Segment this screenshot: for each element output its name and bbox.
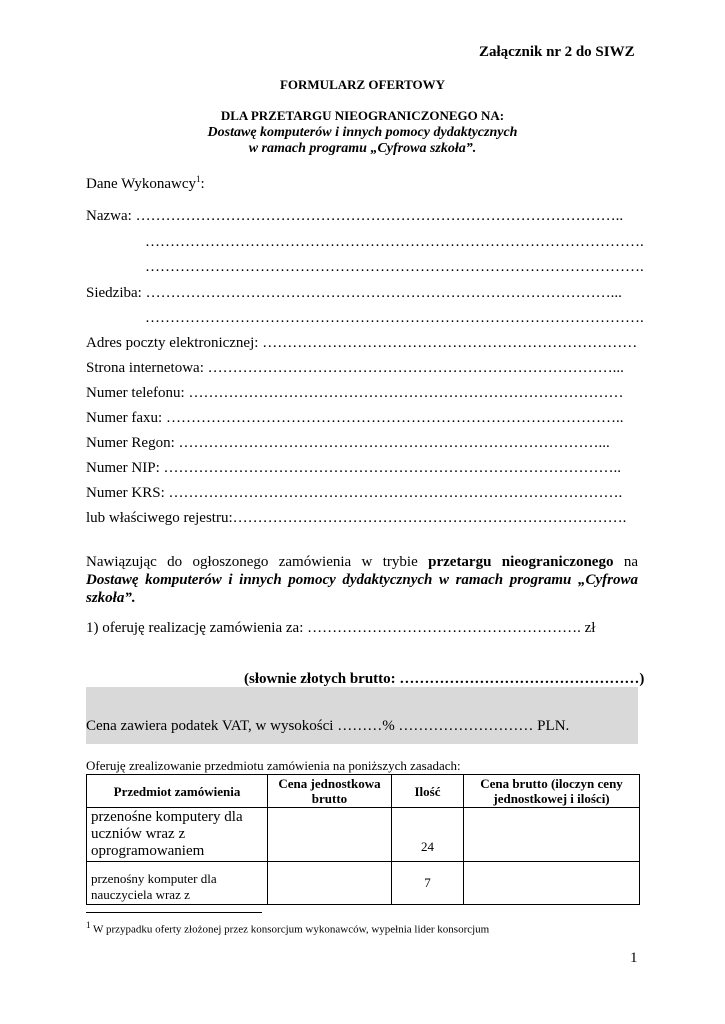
table-caption: Oferuję zrealizowanie przedmiotu zamówienia na poniższych zasadach: <box>86 758 461 773</box>
footnote: $^1$ W przypadku oferty złożonej przez konsorcjum wykonawców, wypełnia lider konsorcjum <box>86 920 490 936</box>
registry-label: lub właściwego rejestru: <box>86 510 233 526</box>
name-dots-line-2[interactable]: ………………………………………………………………………………………. <box>145 234 644 250</box>
table-header-row <box>87 775 640 808</box>
www-dots: ………………………………………………………………………... <box>207 360 624 376</box>
row-unit-price[interactable] <box>268 808 392 862</box>
footnote-ref: 1 <box>196 174 201 184</box>
fax-label: Numer faxu: <box>86 410 163 426</box>
page-number: 1 <box>630 950 638 966</box>
phone-field[interactable] <box>86 385 623 402</box>
row-total[interactable] <box>464 862 640 905</box>
subject-line-2: w ramach programu „Cyfrowa szkoła”. <box>248 141 477 156</box>
nip-label: Numer NIP: <box>86 460 160 476</box>
phone-dots: …………………………………………………………………………… <box>188 385 624 401</box>
header-unit-price: Cena jednostkowa brutto <box>268 775 392 808</box>
nip-field[interactable] <box>86 460 621 477</box>
regon-dots: …………………………………………………………………………... <box>178 435 610 451</box>
www-field[interactable] <box>86 360 624 377</box>
seat-label: Siedziba: <box>86 285 142 301</box>
name-field[interactable] <box>86 208 623 225</box>
row-qty: 24 <box>392 808 464 862</box>
regon-label: Numer Regon: <box>86 435 175 451</box>
email-label: Adres poczty elektronicznej: <box>86 335 259 351</box>
fax-field[interactable] <box>86 410 623 427</box>
subject-line-1: Dostawę komputerów i innych pomocy dydaktycznych <box>207 125 518 140</box>
row-item: przenośne komputery dla uczniów wraz z oprogramowaniem <box>87 808 268 862</box>
attachment-label: Załącznik nr 2 do SIWZ <box>479 44 635 60</box>
fax-dots: ……………………………………………………………………………….. <box>165 410 624 426</box>
vat-box <box>86 687 638 744</box>
krs-field[interactable] <box>86 485 622 502</box>
seat-field[interactable] <box>86 285 622 302</box>
krs-dots: ………………………………………………………………………………. <box>168 485 623 501</box>
krs-label: Numer KRS: <box>86 485 165 501</box>
contractor-heading: Dane Wykonawcy$^1$: <box>86 174 205 192</box>
table-row <box>87 862 640 905</box>
footnote-separator <box>86 912 262 913</box>
name-dots: …………………………………………………………………………………….. <box>135 208 624 224</box>
row-total[interactable] <box>464 808 640 862</box>
registry-dots: ……………………………………………………………………. <box>232 510 627 526</box>
seat-dots-line-2[interactable]: ………………………………………………………………………………………. <box>145 310 644 326</box>
regon-field[interactable] <box>86 435 610 452</box>
www-label: Strona internetowa: <box>86 360 204 376</box>
offer-table <box>86 774 640 905</box>
row-qty: 7 <box>392 862 464 905</box>
seat-dots: …………………………………………………………………………………... <box>145 285 622 301</box>
form-subtitle: DLA PRZETARGU NIEOGRANICZONEGO NA: <box>220 108 505 123</box>
email-field[interactable] <box>86 335 637 352</box>
intro-paragraph: Nawiązując do ogłoszonego zamówienia w trybie przetargu nieograniczonego na Dostawę komputerów i innych pomocy dydaktycznych w ramach programu „Cyfrowa szkoła”. <box>86 554 638 606</box>
header-total: Cena brutto (iloczyn ceny jednostkowej i ilości) <box>464 775 640 808</box>
row-unit-price[interactable] <box>268 862 392 905</box>
phone-label: Numer telefonu: <box>86 385 185 401</box>
name-dots-line-3[interactable]: ………………………………………………………………………………………. <box>145 259 644 275</box>
offer-price-line[interactable]: 1) oferuję realizację zamówienia za: ………………………………………………. zł <box>86 620 596 636</box>
name-label: Nazwa: <box>86 208 132 224</box>
form-title: FORMULARZ OFERTOWY <box>279 77 446 92</box>
email-dots: ………………………………………………………………… <box>262 335 638 351</box>
header-item: Przedmiot zamówienia <box>87 775 268 808</box>
nip-dots: ……………………………………………………………………………….. <box>163 460 621 476</box>
registry-field[interactable] <box>86 510 626 527</box>
offer-price-words[interactable]: (słownie złotych brutto: …………………………………………) <box>244 671 645 687</box>
header-qty: Ilość <box>392 775 464 808</box>
row-item: przenośny komputer dla nauczyciela wraz z <box>87 862 268 905</box>
table-row <box>87 808 640 862</box>
vat-line[interactable]: Cena zawiera podatek VAT, w wysokości ………% ……………………… PLN. <box>86 718 570 734</box>
